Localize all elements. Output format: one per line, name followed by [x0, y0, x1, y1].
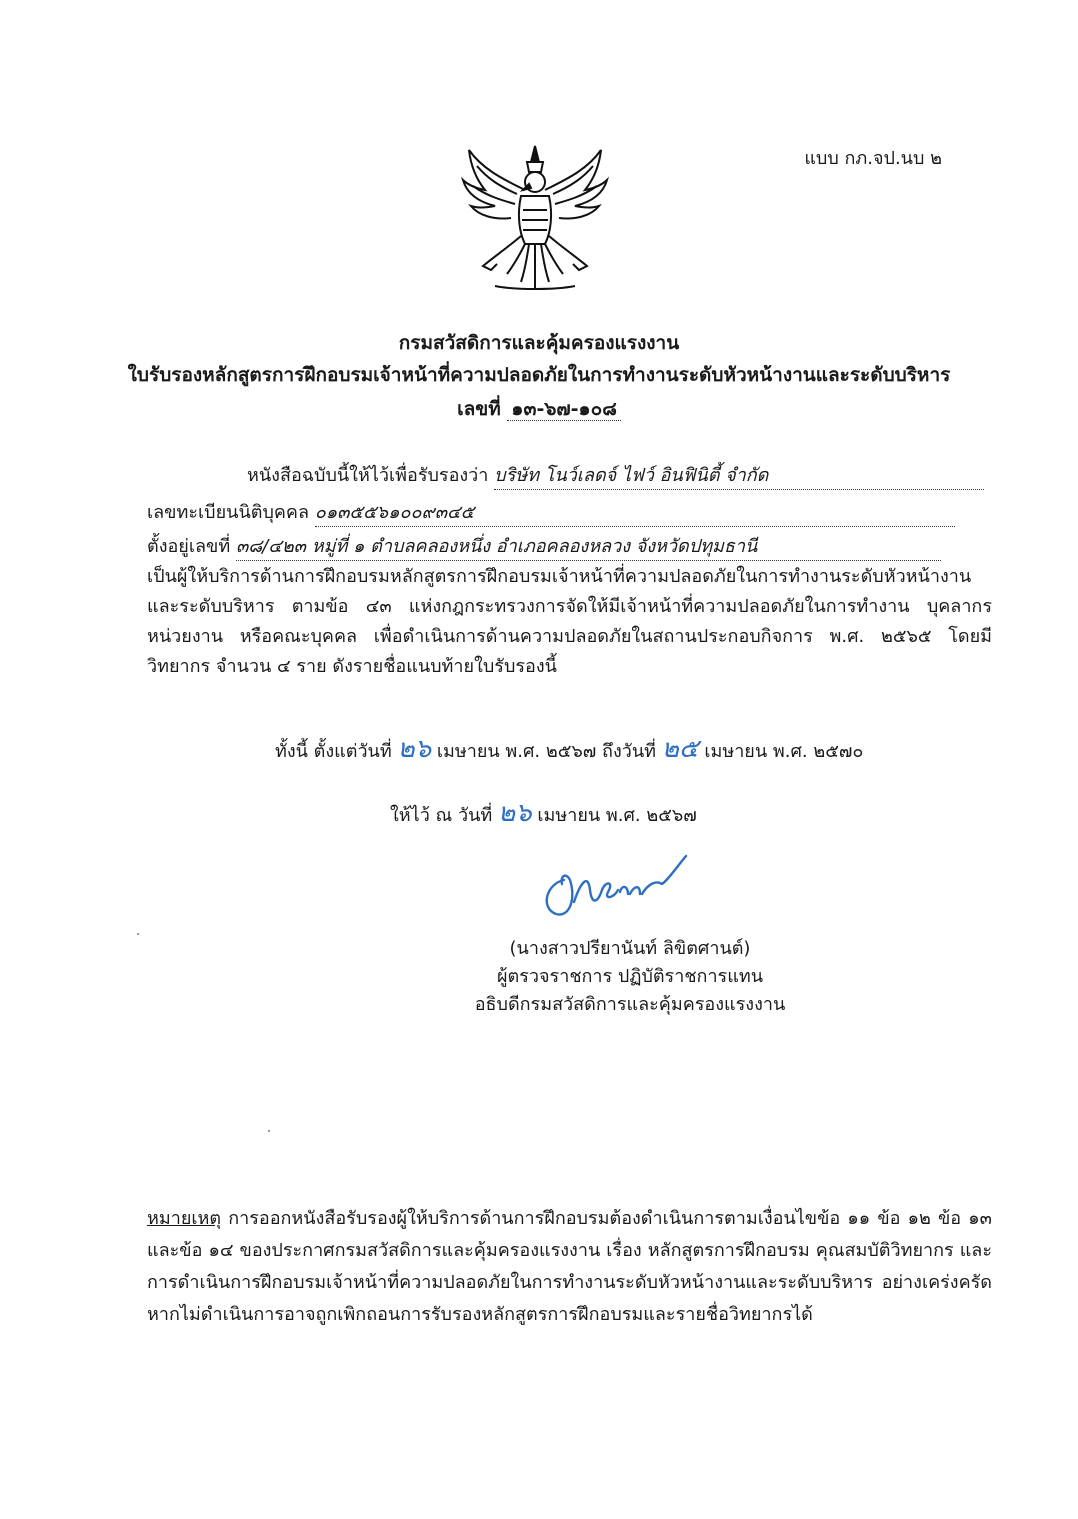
signature-block [470, 935, 790, 1019]
handwritten-signature [536, 850, 696, 930]
end-day: ๒๕ [661, 734, 699, 764]
address-line [147, 531, 941, 561]
validity-line [275, 728, 863, 769]
form-code: แบบ กภ.จป.นบ ๒ [804, 148, 942, 169]
issued-prefix: ให้ไว้ ณ วันที่ [390, 805, 493, 826]
remark-text: การออกหนังสือรับรองผู้ให้บริการด้านการฝึกอบรมต้องดำเนินการตามเงื่อนไขข้อ ๑๑ ข้อ ๑๒ ข้อ ๑๓ และข้อ ๑๔ ของประกาศกรมสวัสดิการและคุ้มครองแรงงาน เรื่อง หลักสูตรการฝึกอบรม คุณสมบัติวิทยากร และการดำเนินการฝึกอบรมเจ้าหน้าที่ความปลอดภัยในการทำงานระดับหัวหน้างานและระดับบริหาร อย่างเคร่งครัด หากไม่ดำเนินการอาจถูกเพิกถอนการรับรองหลักสูตรการฝึกอบรมและรายชื่อวิทยากรได้ [147, 1208, 992, 1325]
issued-day: ๒๖ [497, 798, 532, 828]
address-value: ๓๘/๔๒๓ หมู่ที่ ๑ ตำบลคลองหนึ่ง อำเภอคลองหลวง จังหวัดปทุมธานี [236, 531, 941, 561]
scan-speck [137, 933, 139, 935]
registration-label: เลขทะเบียนนิติบุคคล [147, 502, 309, 523]
number-label: เลขที่ [457, 398, 501, 420]
signer-position-2: อธิบดีกรมสวัสดิการและคุ้มครองแรงงาน [474, 994, 786, 1015]
remark-note [147, 1203, 992, 1331]
start-day: ๒๖ [397, 734, 432, 764]
registration-number: ๐๑๓๕๕๖๑๐๐๙๓๔๕ [315, 497, 955, 527]
body-paragraph: เป็นผู้ให้บริการด้านการฝึกอบรมหลักสูตรการฝึกอบรมเจ้าหน้าที่ความปลอดภัยในการทำงานระดับหัวหน้างาน และระดับบริหาร ตามข้อ ๔๓ แห่งกฎกระทรวงการจัดให้มีเจ้าหน้าที่ความปลอดภัยในการทำงาน บุคลากร หน่วยงาน หรือคณะบุคคล เพื่อดำเนินการด้านความปลอดภัยในสถานประกอบกิจการ พ.ศ. ๒๕๖๕ โดยมีวิทยากร จำนวน ๔ ราย ดังรายชื่อแนบท้ายใบรับรองนี้ [147, 566, 992, 677]
remark-label: หมายเหตุ [147, 1208, 222, 1229]
validity-prefix: ทั้งนี้ ตั้งแต่วันที่ [275, 741, 392, 762]
signer-position-1: ผู้ตรวจราชการ ปฏิบัติราชการแทน [496, 966, 763, 987]
garuda-emblem-icon [455, 140, 615, 300]
company-name: บริษัท โนว์เลดจ์ ไฟว์ อินฟินิตี้ จำกัด [494, 460, 984, 490]
end-month-year: เมษายน พ.ศ. ๒๕๗๐ [704, 741, 864, 762]
certificate-number [0, 394, 1078, 424]
scan-speck [268, 1130, 270, 1132]
issued-month-year: เมษายน พ.ศ. ๒๕๖๗ [537, 805, 697, 826]
issued-line [390, 792, 697, 833]
signer-name: (นางสาวปรียานันท์ ลิขิตศานต์) [509, 938, 751, 959]
address-label: ตั้งอยู่เลขที่ [147, 536, 231, 557]
certificate-title: ใบรับรองหลักสูตรการฝึกอบรมเจ้าหน้าที่ความปลอดภัยในการทำงานระดับหัวหน้างานและระดับบริหาร [127, 364, 951, 386]
number-value: ๑๓-๖๗-๑๐๘ [507, 398, 620, 421]
department-heading: กรมสวัสดิการและคุ้มครองแรงงาน [398, 332, 680, 354]
registration-line [147, 497, 955, 527]
start-month-year: เมษายน พ.ศ. ๒๕๖๗ ถึงวันที่ [436, 741, 657, 762]
certify-line [247, 460, 984, 490]
certify-label: หนังสือฉบับนี้ให้ไว้เพื่อรับรองว่า [247, 465, 489, 486]
